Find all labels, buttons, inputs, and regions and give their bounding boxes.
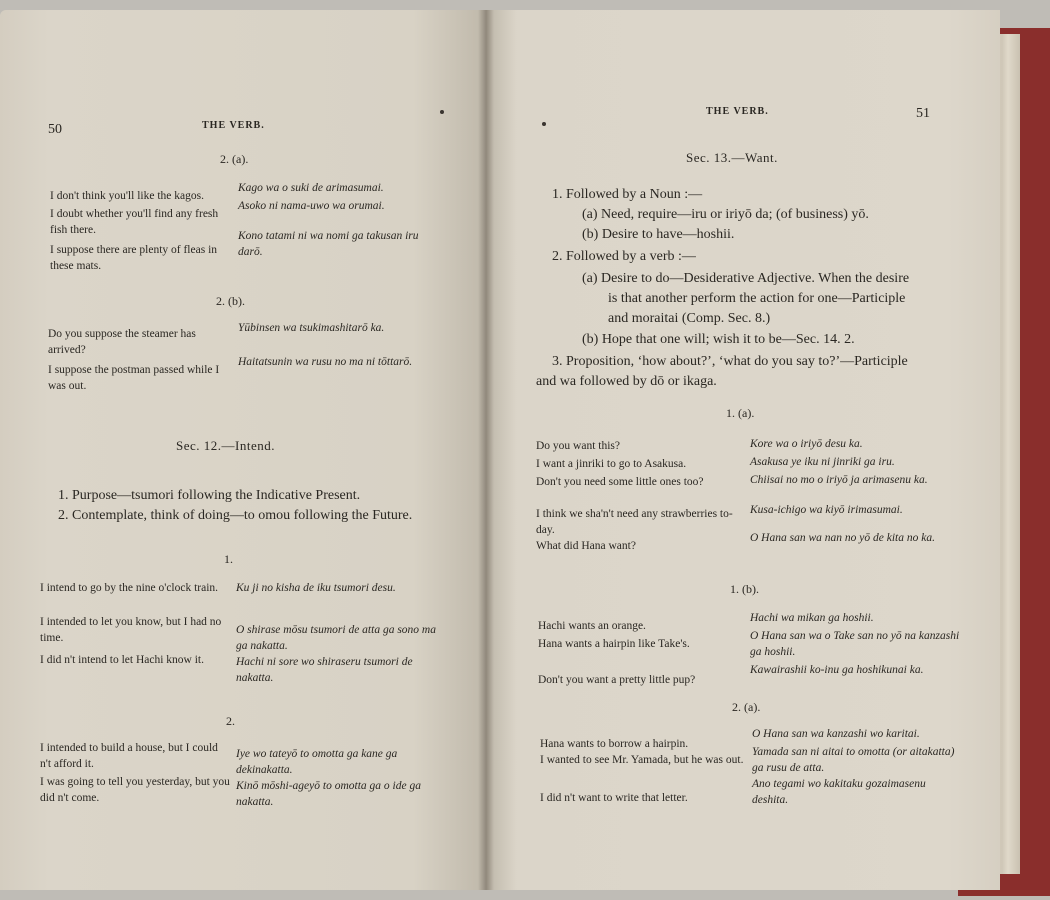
japanese-sentence: Kago wa o suki de arimasumai. (238, 182, 384, 194)
outline-line: and wa followed by dō or ikaga. (536, 374, 717, 389)
japanese-sentence: Hachi wa mikan ga hoshii. (750, 612, 874, 624)
example-marker: 2. (a). (220, 152, 249, 166)
outline-line: (b) Desire to have—hoshii. (582, 227, 735, 242)
english-sentence: I intended to let you know, but I had no time. (40, 616, 222, 644)
english-sentence: I suppose there are plenty of fleas in these mats. (50, 244, 218, 272)
japanese-sentence: Yamada san ni aitai to omotta (or aitakatta) ga rusu de atta. (752, 746, 955, 774)
right-page (486, 10, 1000, 890)
japanese-sentence: Iye wo tateyō to omotta ga kane ga dekinakatta. (236, 748, 398, 776)
english-sentence: I want a jinriki to go to Asakusa. (536, 458, 687, 470)
japanese-sentence: Kawairashii ko-inu ga hoshikunai ka. (750, 664, 924, 676)
outline-line: and moraitai (Comp. Sec. 8.) (608, 311, 771, 326)
section-title: Sec. 13.—Want. (686, 150, 778, 165)
japanese-sentence: Kusa-ichigo wa kiyō irimasumai. (750, 504, 903, 516)
english-sentence: I don't think you'll like the kagos. (50, 190, 204, 202)
page-number: 50 (48, 122, 62, 137)
japanese-sentence: Kono tatami ni wa nomi ga takusan iru darō. (238, 230, 419, 258)
english-sentence: I doubt whether you'll find any fresh fish there. (50, 208, 219, 236)
page-number: 51 (916, 106, 930, 121)
english-sentence: I did n't intend to let Hachi know it. (40, 654, 205, 666)
japanese-sentence: Kinō mōshi-ageyō to omotta ga o ide ga nakatta. (236, 780, 421, 808)
book-gutter (478, 10, 494, 890)
english-sentence: I intend to go by the nine o'clock train. (40, 582, 219, 594)
running-head: THE VERB. (202, 120, 265, 131)
english-sentence: I suppose the postman passed while I was out. (48, 364, 220, 392)
english-sentence: Do you suppose the steamer has arrived? (48, 328, 196, 356)
example-marker: 2. (a). (732, 700, 761, 714)
example-marker: 1. (224, 552, 233, 566)
japanese-sentence: Ku ji no kisha de iku tsumori desu. (236, 582, 396, 594)
japanese-sentence: O Hana san wa kanzashi wo karitai. (752, 728, 920, 740)
japanese-sentence: Asoko ni nama-uwo wa orumai. (238, 200, 385, 212)
japanese-sentence: Chiisai no mo o iriyō ja arimasenu ka. (750, 474, 928, 486)
japanese-sentence: Asakusa ye iku ni jinriki ga iru. (750, 456, 895, 468)
english-sentence: I intended to build a house, but I could n't afford it. (40, 742, 218, 770)
outline-line: 1. Followed by a Noun :— (552, 187, 703, 202)
section-title: Sec. 12.—Intend. (176, 438, 275, 453)
japanese-sentence: Haitatsunin wa rusu no ma ni tōttarō. (238, 356, 413, 368)
english-sentence: Don't you need some little ones too? (536, 476, 704, 488)
english-sentence: I did n't want to write that letter. (540, 792, 688, 804)
rule-line: 2. Contemplate, think of doing—to omou following the Future. (58, 508, 413, 523)
english-sentence: Hachi wants an orange. (538, 620, 646, 632)
japanese-sentence: Ano tegami wo kakitaku gozaimasenu deshita. (752, 778, 926, 806)
japanese-sentence: O Hana san wa o Take san no yō na kanzashi ga hoshii. (750, 630, 960, 658)
japanese-sentence: O Hana san wa nan no yō de kita no ka. (750, 532, 935, 544)
outline-line: 2. Followed by a verb :— (552, 249, 696, 264)
japanese-sentence: Kore wa o iriyō desu ka. (750, 438, 863, 450)
rule-line: 1. Purpose—tsumori following the Indicative Present. (58, 488, 361, 503)
english-sentence: Hana wants to borrow a hairpin. (540, 738, 689, 750)
outline-line: is that another perform the action for one—Participle (608, 291, 906, 306)
english-sentence: I think we sha'n't need any strawberries to-day. (536, 508, 733, 536)
ink-speck (542, 122, 546, 126)
outline-line: (b) Hope that one will; wish it to be—Sec. 14. 2. (582, 332, 855, 347)
japanese-sentence: Hachi ni sore wo shiraseru tsumori de nakatta. (236, 656, 413, 684)
english-sentence: I wanted to see Mr. Yamada, but he was out. (540, 754, 744, 766)
example-marker: 2. (b). (216, 294, 245, 308)
left-page (0, 10, 486, 890)
english-sentence: Do you want this? (536, 440, 621, 452)
english-sentence: Hana wants a hairpin like Take's. (538, 638, 690, 650)
outline-line: (a) Desire to do—Desiderative Adjective. When the desire (582, 271, 910, 286)
english-sentence: What did Hana want? (536, 540, 636, 552)
japanese-sentence: Yūbinsen wa tsukimashitarō ka. (238, 322, 385, 334)
example-marker: 1. (a). (726, 406, 755, 420)
outline-line: 3. Proposition, ‘how about?’, ‘what do you say to?’—Participle (552, 354, 908, 369)
english-sentence: Don't you want a pretty little pup? (538, 674, 696, 686)
outline-line: (a) Need, require—iru or iriyō da; (of business) yō. (582, 207, 869, 222)
example-marker: 1. (b). (730, 582, 759, 596)
japanese-sentence: O shirase mōsu tsumori de atta ga sono ma ga nakatta. (236, 624, 436, 652)
english-sentence: I was going to tell you yesterday, but you did n't come. (40, 776, 230, 804)
ink-speck (440, 110, 444, 114)
running-head: THE VERB. (706, 106, 769, 117)
example-marker: 2. (226, 714, 235, 728)
